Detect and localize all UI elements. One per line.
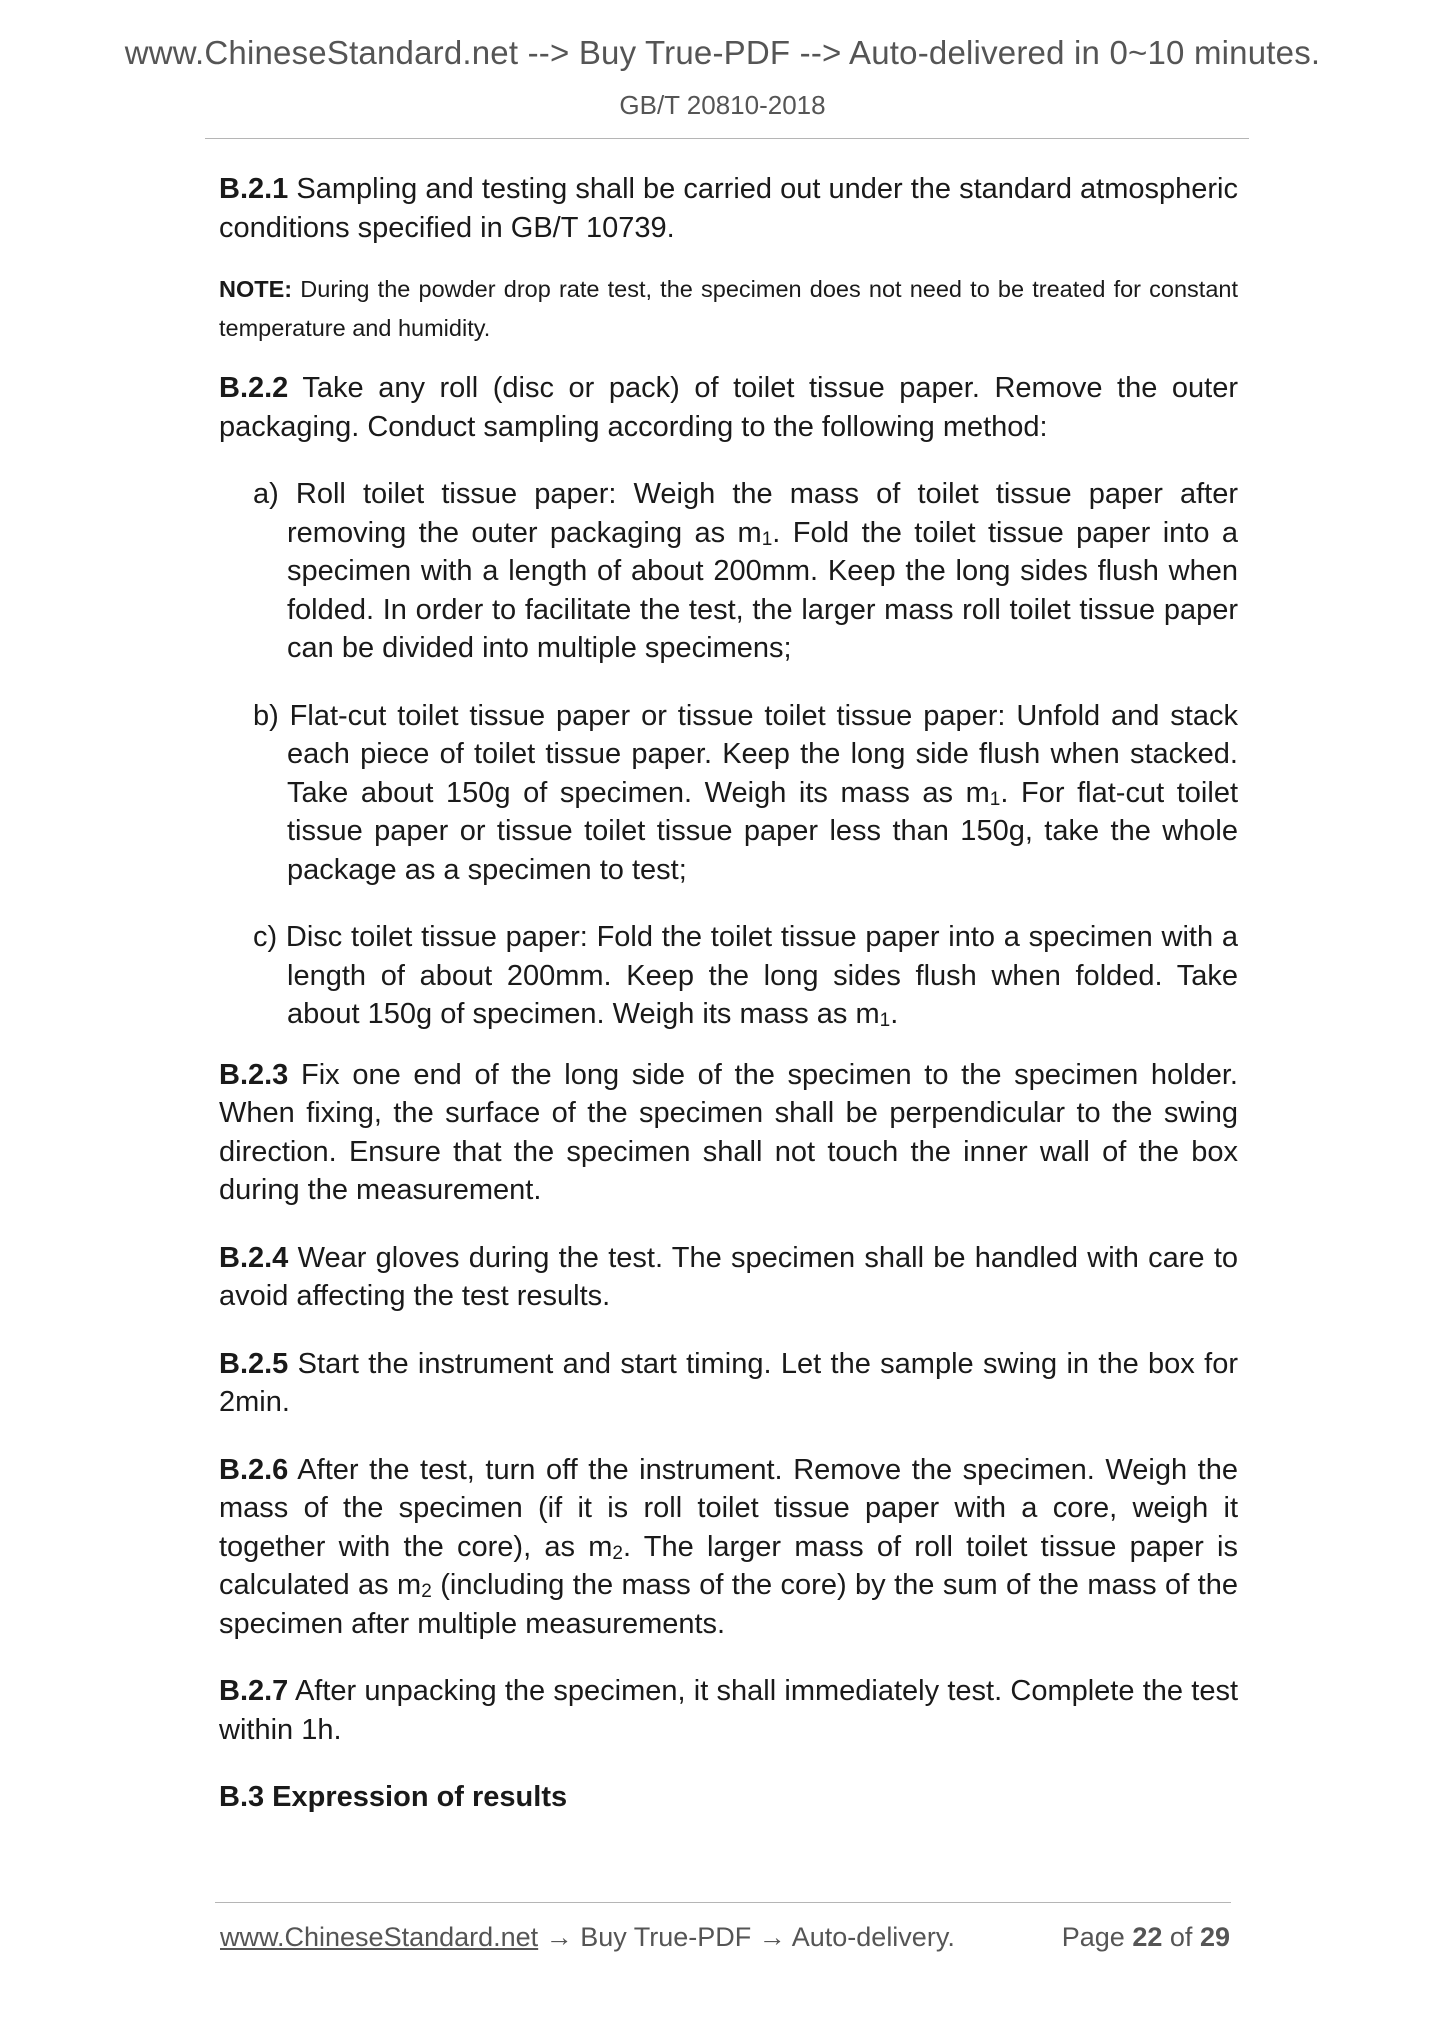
list-item-a: a) Roll toilet tissue paper: Weigh the mass of toilet tissue paper after removing the outer packaging as $m_1$. Fold the toilet tissue paper into a specimen with a length of about 200mm. Keep the long sides flush when folded. In order to facilitate the test, the larger mass roll toilet tissue paper can be divided into multiple specimens; xyxy=(253,478,1238,664)
clause-b-2-6: B.2.6 After the test, turn off the instrument. Remove the specimen. Weigh the mass of the specimen (if it is roll toilet tissue paper with a core, weigh it together with the core), as $m_2$. The larger mass of roll toilet tissue paper is calculated as $m_2$ (including the mass of the core) by the sum of the mass of the specimen after multiple measurements. xyxy=(219,1453,1238,1640)
standard-code: GB/T 20810-2018 xyxy=(619,90,826,120)
footer-divider xyxy=(215,1902,1231,1903)
clause-number: B.2.1 xyxy=(219,173,289,205)
clause-text: After unpacking the specimen, it shall immediately test. Complete the test within 1h. xyxy=(219,1675,1238,1746)
clause-text: Start the instrument and start timing. Let the sample swing in the box for 2min. xyxy=(219,1347,1238,1418)
note-label: NOTE: xyxy=(219,276,293,302)
total-pages: 29 xyxy=(1199,1922,1230,1952)
clause-text: Fix one end of the long side of the specimen to the specimen holder. When fixing, the surface of the specimen shall be perpendicular to the swing direction. Ensure that the specimen shall not touch the inner wall of the box during the measurement. xyxy=(219,1058,1238,1206)
clause-number: B.2.4 xyxy=(219,1241,289,1274)
clause-number: B.2.2 xyxy=(219,372,289,404)
clause-b-2-7 xyxy=(219,1672,1238,1749)
clause-number: B.2.3 xyxy=(219,1058,289,1091)
clause-text: Take any roll (disc or pack) of toilet tissue paper. Remove the outer packaging. Conduct sampling according to the following method: xyxy=(219,372,1238,443)
footer xyxy=(220,1922,1232,1958)
clause-b-2-1 xyxy=(219,170,1238,247)
header-divider xyxy=(205,138,1249,139)
note-text: During the powder drop rate test, the specimen does not need to be treated for constant temperature and humidity. xyxy=(219,276,1238,341)
clause-b-2-2 xyxy=(219,369,1238,446)
footer-promo-text: → Buy True-PDF → Auto-delivery. xyxy=(538,1922,955,1952)
footer-promo xyxy=(220,1922,955,1953)
clause-b-2-4 xyxy=(219,1239,1238,1316)
list-item-b: b) Flat-cut toilet tissue paper or tissue toilet tissue paper: Unfold and stack each piece of toilet tissue paper. Keep the long side flush when stacked. Take about 150g of specimen. Weigh its mass as $m_1$. For flat-cut toilet tissue paper or tissue toilet tissue paper less than 150g, take the whole package as a specimen to test; xyxy=(253,699,1238,886)
note xyxy=(219,270,1238,348)
section-heading-b-3: B.3 Expression of results xyxy=(219,1781,568,1813)
clause-b-2-3 xyxy=(219,1056,1238,1210)
clause-text: Sampling and testing shall be carried out under the standard atmospheric conditions specified in GB/T 10739. xyxy=(219,173,1238,244)
document-body xyxy=(219,170,1238,1846)
header-banner: www.ChineseStandard.net --> Buy True-PDF --> Auto-delivered in 0~10 minutes. xyxy=(124,34,1321,71)
page-indicator: Page 22 of 29 xyxy=(1061,1922,1230,1952)
current-page: 22 xyxy=(1132,1922,1163,1952)
clause-number: B.2.5 xyxy=(219,1347,289,1380)
clause-b-2-5 xyxy=(219,1345,1238,1422)
clause-text: Wear gloves during the test. The specimen shall be handled with care to avoid affecting the test results. xyxy=(219,1241,1238,1312)
sampling-method-list xyxy=(253,475,1238,1034)
footer-site-link[interactable]: www.ChineseStandard.net xyxy=(220,1922,539,1952)
clause-number: B.2.7 xyxy=(219,1675,289,1707)
list-item-c: c) Disc toilet tissue paper: Fold the toilet tissue paper into a specimen with a length of about 200mm. Keep the long sides flush when folded. Take about 150g of specimen. Weigh its mass as $m_1$. xyxy=(253,921,1238,1031)
clause-number: B.2.6 xyxy=(219,1453,289,1486)
